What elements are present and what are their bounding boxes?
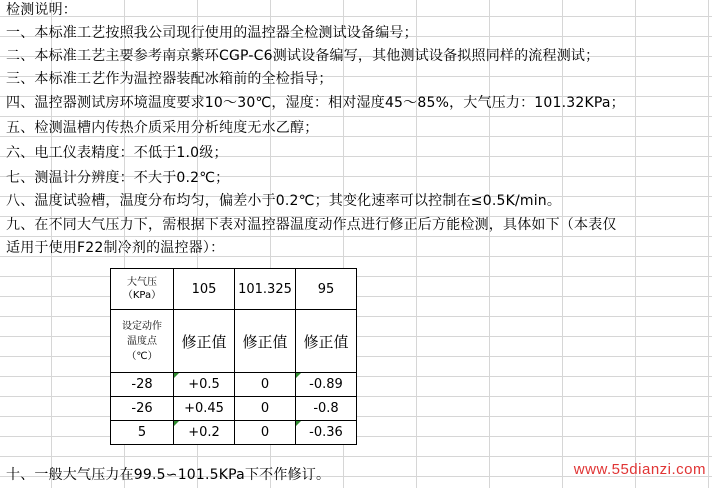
text-line-10: 适用于使用F22制冷剂的温控器）： [6, 240, 225, 256]
text-line-6: 六、电工仪表精度：不低于1.0级； [6, 145, 228, 161]
text-line-heading: 检测说明： [6, 2, 77, 18]
correction-value-cell[interactable]: -0.89 [296, 373, 357, 397]
correction-header-cell[interactable]: 修正值 [174, 310, 235, 373]
correction-header-cell[interactable]: 修正值 [235, 310, 296, 373]
pressure-header-line1: 大气压 [127, 277, 157, 288]
text-line-5: 五、检测温槽内传热介质采用分析纯度无水乙醇； [6, 120, 319, 136]
correction-value-cell[interactable]: -0.8 [296, 397, 357, 421]
setpoint-cell[interactable]: -26 [111, 397, 174, 421]
correction-header-cell[interactable]: 修正值 [296, 310, 357, 373]
table-row-correction-header [111, 310, 357, 373]
setpoint-header-line1: 设定动作 [122, 320, 162, 332]
correction-value-cell[interactable]: 0 [235, 373, 296, 397]
setpoint-cell[interactable]: 5 [111, 421, 174, 445]
table-row-pressure [111, 269, 357, 310]
text-line-1: 一、本标准工艺按照我公司现行使用的温控器全检测试设备编号； [6, 25, 418, 41]
pressure-cell[interactable]: 105 [174, 269, 235, 310]
table-row [111, 397, 357, 421]
correction-value-cell[interactable]: +0.45 [174, 397, 235, 421]
text-line-4: 四、温控器测试房环境温度要求10～30℃，湿度：相对湿度45～85%，大气压力：101.32KPa； [6, 95, 625, 111]
pressure-cell[interactable]: 101.325 [235, 269, 296, 310]
correction-value-cell[interactable]: +0.5 [174, 373, 235, 397]
footer-line: 十、一般大气压力在99.5∽101.5KPa下不作修订。 [6, 467, 331, 483]
setpoint-header-line3: （℃） [126, 350, 158, 362]
text-line-3: 三、本标准工艺作为温控器装配冰箱前的全检指导； [6, 71, 333, 87]
table-row [111, 421, 357, 445]
text-line-2: 二、本标准工艺主要参考南京紫环CGP-C6测试设备编写，其他测试设备拟照同样的流程测试； [6, 48, 600, 64]
text-line-9: 九、在不同大气压力下，需根据下表对温控器温度动作点进行修正后方能检测，具体如下（本表仅 [6, 217, 617, 233]
setpoint-header-cell[interactable] [111, 310, 174, 373]
pressure-header-line2: （KPa） [122, 290, 162, 301]
setpoint-header-line2: 温度点 [127, 335, 157, 347]
correction-value-cell[interactable]: 0 [235, 421, 296, 445]
correction-value-cell[interactable]: +0.2 [174, 421, 235, 445]
setpoint-cell[interactable]: -28 [111, 373, 174, 397]
pressure-header-cell[interactable] [111, 269, 174, 310]
text-line-8: 八、温度试验槽，温度分布均匀，偏差小于0.2℃；其变化速率可以控制在≤0.5K/min。 [6, 193, 562, 209]
site-watermark: www.55dianzi.com [573, 461, 706, 478]
pressure-cell[interactable]: 95 [296, 269, 357, 310]
correction-value-cell[interactable]: 0 [235, 397, 296, 421]
correction-value-cell[interactable]: -0.36 [296, 421, 357, 445]
correction-table [110, 268, 357, 445]
text-line-7: 七、测温计分辨度：不大于0.2℃； [6, 170, 230, 186]
table-row [111, 373, 357, 397]
